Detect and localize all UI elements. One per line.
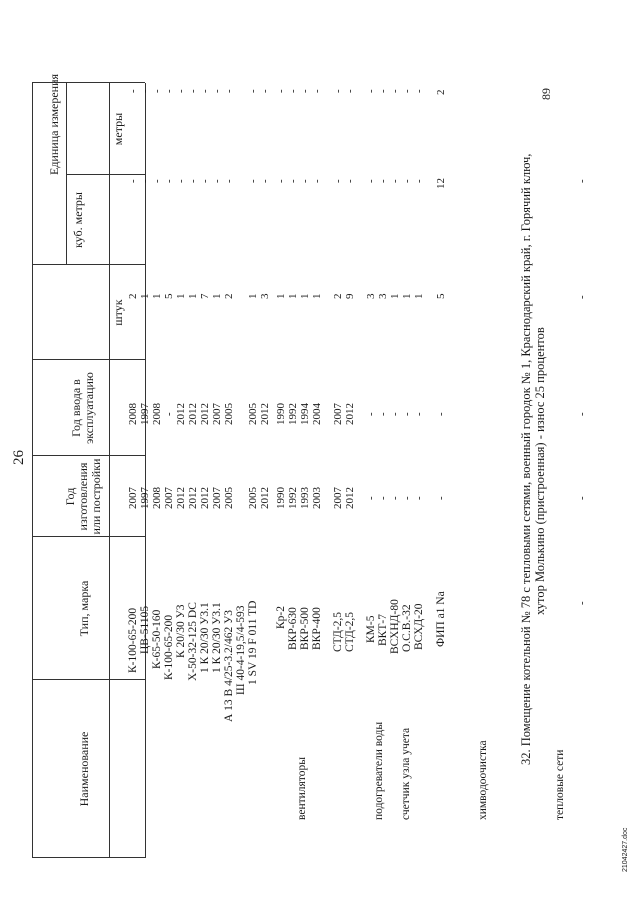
- row-year-made: 2012: [344, 487, 356, 509]
- row-year-in: 2007: [211, 403, 223, 425]
- row-type: 1 SV 19 F 011 TD: [247, 600, 259, 685]
- row-pcs: 9: [344, 293, 356, 299]
- row-pcs: 3: [377, 293, 389, 299]
- row-m3: -: [413, 179, 425, 183]
- row-year-in: -: [389, 412, 401, 416]
- row-year-made: 2012: [187, 487, 199, 509]
- row-year-made: 2007: [127, 487, 139, 509]
- row-year-made: -: [413, 496, 425, 500]
- row-type: Х-50-32-125 DC: [187, 602, 199, 681]
- row-year-made: -: [435, 496, 447, 500]
- row-m: -: [377, 89, 389, 93]
- row-m: -: [287, 89, 299, 93]
- row-pcs: 1: [275, 293, 287, 299]
- row-year-in: -: [163, 412, 175, 416]
- row-year-in: 2005: [247, 403, 259, 425]
- row-type: А 13 В 4/25-3.2/462 У3: [223, 610, 235, 722]
- row-year-in: 2012: [259, 403, 271, 425]
- row-year-made: -: [377, 496, 389, 500]
- row-m: -: [223, 89, 235, 93]
- row-year-in: 2012: [199, 403, 211, 425]
- row-type: ВСХНД-80: [389, 599, 401, 654]
- row-year-made: -: [576, 496, 588, 500]
- row-pcs: 2: [127, 293, 139, 299]
- row-type: -: [576, 601, 588, 605]
- row-pcs: -: [576, 295, 588, 299]
- row-type: 1 К 20/30 У3.1: [199, 602, 211, 673]
- row-type: СТД-2,5: [344, 611, 356, 652]
- row-name: счетчик узла учета: [400, 727, 412, 820]
- row-year-in: 1992: [287, 403, 299, 425]
- row-year-made: 2005: [223, 487, 235, 509]
- row-type: 1 К 20/30 У3.1: [211, 602, 223, 673]
- row-year-in: 2008: [127, 403, 139, 425]
- row-m: -: [211, 89, 223, 93]
- row-m3: -: [311, 179, 323, 183]
- row-type: О.С.В.-32: [401, 604, 413, 652]
- row-pcs: 7: [199, 293, 211, 299]
- row-year-made: 2007: [163, 487, 175, 509]
- row-m: -: [151, 89, 163, 93]
- header-m3: куб. метры: [71, 192, 85, 248]
- header-pcs: штук: [111, 299, 125, 326]
- section-title-line-2: хутор Молькино (пристроенная) - износ 25 процентов: [533, 327, 547, 615]
- row-type: ВКР-500: [299, 607, 311, 650]
- row-year-made: 2008: [151, 487, 163, 509]
- row-m3: -: [211, 179, 223, 183]
- row-year-in: -: [413, 412, 425, 416]
- row-year-in: -: [401, 412, 413, 416]
- header-type: Тип, марка: [77, 580, 91, 637]
- row-pcs: 1: [211, 293, 223, 299]
- row-m3: -: [287, 179, 299, 183]
- row-year-in: 2012: [187, 403, 199, 425]
- row-year-made: -: [401, 496, 413, 500]
- row-pcs: 2: [332, 293, 344, 299]
- row-pcs: 1: [151, 293, 163, 299]
- row-year-in: -: [576, 412, 588, 416]
- row-m3: -: [401, 179, 413, 183]
- row-name: тепловые сети: [554, 749, 566, 820]
- row-pcs: 1: [413, 293, 425, 299]
- row-year-made: 1997: [139, 487, 151, 509]
- row-type: ВКР-400: [311, 607, 323, 650]
- row-type: К-100-65-200: [163, 614, 175, 680]
- row-year-in: -: [435, 412, 447, 416]
- row-year-in: 2012: [344, 403, 356, 425]
- row-m: -: [275, 89, 287, 93]
- row-type: Ш 40-4-19,5/4-593: [235, 605, 247, 695]
- row-m3: -: [275, 179, 287, 183]
- row-type: ВСХД-20: [413, 603, 425, 650]
- row-m3: -: [187, 179, 199, 183]
- header-m: метры: [111, 112, 125, 146]
- row-pcs: 3: [259, 293, 271, 299]
- row-m3: -: [139, 179, 151, 183]
- row-m3: 12: [435, 178, 447, 189]
- row-m3: -: [199, 179, 211, 183]
- page-number-bottom: 89: [539, 88, 553, 100]
- row-year-in: 2007: [332, 403, 344, 425]
- row-m: -: [187, 89, 199, 93]
- row-pcs: 1: [247, 293, 259, 299]
- row-year-made: 1993: [299, 487, 311, 509]
- row-m3: -: [377, 179, 389, 183]
- row-year-in: -: [365, 412, 377, 416]
- row-m: -: [247, 89, 259, 93]
- row-year-in: 2008: [151, 403, 163, 425]
- row-type: КМ-5: [365, 615, 377, 643]
- row-m3: -: [247, 179, 259, 183]
- row-type: Кр-2: [275, 606, 287, 629]
- row-m3: -: [151, 179, 163, 183]
- row-year-made: 2007: [211, 487, 223, 509]
- row-m: -: [311, 89, 323, 93]
- header-year-made: Год изготовления или постройки: [63, 458, 103, 535]
- row-m: -: [175, 89, 187, 93]
- row-pcs: 2: [223, 293, 235, 299]
- row-year-made: 2003: [311, 487, 323, 509]
- row-pcs: 1: [287, 293, 299, 299]
- row-year-made: 2012: [199, 487, 211, 509]
- row-m3: -: [332, 179, 344, 183]
- row-pcs: 5: [435, 293, 447, 299]
- row-pcs: 1: [299, 293, 311, 299]
- row-m: -: [401, 89, 413, 93]
- row-m3: -: [259, 179, 271, 183]
- row-type: К 20/30 У3: [175, 604, 187, 658]
- row-pcs: 1: [175, 293, 187, 299]
- row-type: СТД-2,5: [332, 611, 344, 652]
- row-pcs: 1: [401, 293, 413, 299]
- row-m: -: [413, 89, 425, 93]
- row-year-made: 2005: [247, 487, 259, 509]
- row-year-made: -: [365, 496, 377, 500]
- row-pcs: 1: [389, 293, 401, 299]
- row-year-made: 2007: [332, 487, 344, 509]
- row-m: -: [259, 89, 271, 93]
- row-type: К-65-50-160: [151, 609, 163, 669]
- row-year-in: 2004: [311, 403, 323, 425]
- row-m: -: [299, 89, 311, 93]
- row-m3: -: [576, 179, 588, 183]
- row-name: химводоочистка: [477, 740, 489, 820]
- row-pcs: 1: [139, 293, 151, 299]
- row-name: вентиляторы: [296, 757, 308, 820]
- row-type: ВКР-630: [287, 607, 299, 650]
- row-pcs: 1: [187, 293, 199, 299]
- row-year-made: 2012: [175, 487, 187, 509]
- row-m: -: [332, 89, 344, 93]
- row-m: -: [389, 89, 401, 93]
- header-unit-group: Единица измерения: [47, 73, 61, 175]
- row-year-in: 1997: [139, 403, 151, 425]
- page-number: 26: [11, 450, 27, 465]
- row-m: 2: [435, 89, 447, 95]
- row-m3: -: [223, 179, 235, 183]
- row-year-made: -: [389, 496, 401, 500]
- row-type: ФИП а1 Na: [435, 591, 447, 647]
- section-title-line-1: 32. Помещение котельной № 78 с тепловыми сетями, военный городок № 1, Краснодарский край, г. Горячий ключ,: [519, 153, 533, 765]
- row-m: -: [344, 89, 356, 93]
- row-m3: -: [175, 179, 187, 183]
- row-type: ЦВ-51105: [139, 605, 151, 654]
- header-name: Наименование: [77, 731, 91, 807]
- row-year-in: 2005: [223, 403, 235, 425]
- row-year-made: 2012: [259, 487, 271, 509]
- row-m3: -: [365, 179, 377, 183]
- file-name: 21042427.doc: [622, 827, 629, 872]
- row-m3: -: [344, 179, 356, 183]
- row-m3: -: [163, 179, 175, 183]
- row-pcs: 5: [163, 293, 175, 299]
- row-pcs: 1: [311, 293, 323, 299]
- row-year-made: 1990: [275, 487, 287, 509]
- row-m: -: [163, 89, 175, 93]
- row-m: -: [199, 89, 211, 93]
- row-m: -: [365, 89, 377, 93]
- row-year-in: -: [377, 412, 389, 416]
- row-name: подогреватели воды: [373, 721, 385, 820]
- row-m3: -: [299, 179, 311, 183]
- row-year-made: 1992: [287, 487, 299, 509]
- row-type: ВКТ-7: [377, 614, 389, 646]
- row-m: -: [139, 89, 151, 93]
- row-m3: -: [389, 179, 401, 183]
- row-year-in: 1994: [299, 403, 311, 425]
- row-type: К-100-65-200: [127, 607, 139, 673]
- header-year-in: Год ввода в эксплуатацию: [69, 372, 96, 444]
- row-year-in: 1990: [275, 403, 287, 425]
- row-pcs: 3: [365, 293, 377, 299]
- row-m3: -: [127, 179, 139, 183]
- row-year-in: 2012: [175, 403, 187, 425]
- row-m: -: [127, 89, 139, 93]
